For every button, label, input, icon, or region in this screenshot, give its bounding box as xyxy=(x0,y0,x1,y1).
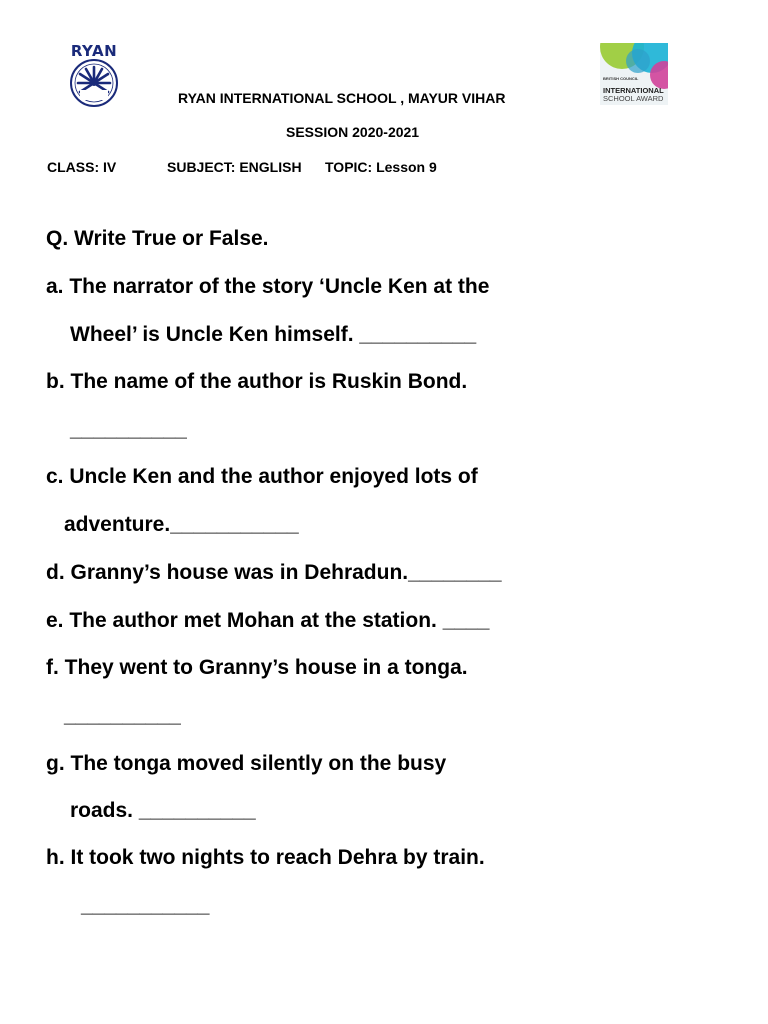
ryan-emblem-icon xyxy=(64,56,124,108)
question-d: d. Granny’s house was in Dehradun.________ xyxy=(46,561,502,584)
question-g-line1: g. The tonga moved silently on the busy xyxy=(46,752,447,775)
award-small-text: BRITISH COUNCIL xyxy=(603,76,639,81)
award-subtitle: SCHOOL AWARD xyxy=(603,94,664,103)
question-c-line2: adventure.___________ xyxy=(64,513,299,536)
ryan-logo xyxy=(58,42,130,108)
school-name: RYAN INTERNATIONAL SCHOOL , MAYUR VIHAR xyxy=(178,90,506,106)
question-h-line1: h. It took two nights to reach Dehra by train. xyxy=(46,846,485,869)
question-f-line1: f. They went to Granny’s house in a tonga. xyxy=(46,656,468,679)
subject-label: SUBJECT: ENGLISH xyxy=(167,159,302,175)
question-a-line1: a. The narrator of the story ‘Uncle Ken at the xyxy=(46,275,490,298)
ryan-logo-text: RYAN xyxy=(70,42,118,60)
question-a-line2: Wheel’ is Uncle Ken himself. __________ xyxy=(70,323,477,346)
question-b-blank: __________ xyxy=(70,418,187,441)
class-label: CLASS: IV xyxy=(47,159,117,175)
question-c-line1: c. Uncle Ken and the author enjoyed lots of xyxy=(46,465,478,488)
topic-label: TOPIC: Lesson 9 xyxy=(325,159,437,175)
instruction: Q. Write True or False. xyxy=(46,227,269,250)
international-school-award-logo xyxy=(600,43,668,105)
question-b-line1: b. The name of the author is Ruskin Bond. xyxy=(46,370,468,393)
session-label: SESSION 2020-2021 xyxy=(286,124,420,140)
question-e: e. The author met Mohan at the station. ____ xyxy=(46,609,490,632)
question-f-blank: __________ xyxy=(64,704,181,727)
award-title: INTERNATIONAL xyxy=(603,86,664,95)
question-h-blank: ___________ xyxy=(81,894,210,917)
question-g-line2: roads. __________ xyxy=(70,799,256,822)
